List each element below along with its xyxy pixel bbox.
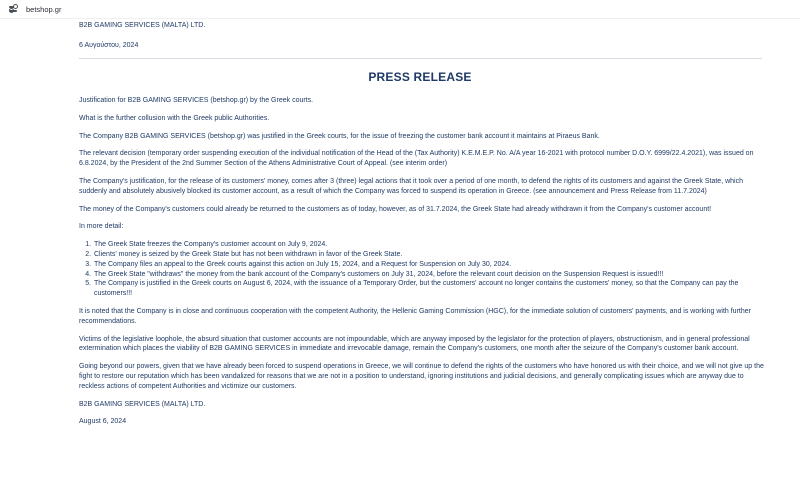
paragraph: The Company's justification, for the release of its customers' money, comes after 3 (three) legal actions that it took over a period of one month, to defend the rights of its customers and against the Greek State, which suddenly and absolutely abusively blocked its customer account, as a result of which the Company was forced to suspend its operation in Greece. (see announcement and Press Release from 11.7.2024) xyxy=(79,177,743,195)
header-divider xyxy=(79,58,762,59)
paragraph: The Company B2B GAMING SERVICES (betshop.gr) was justified in the Greek courts, for the issue of freezing the customer bank account it maintains at Piraeus Bank. xyxy=(79,132,600,140)
url-text[interactable]: betshop.gr xyxy=(26,4,62,14)
paragraph: In more detail: xyxy=(79,223,124,231)
header-date: 6 Αυγούστου, 2024 xyxy=(79,42,139,49)
signature-company: B2B GAMING SERVICES (MALTA) LTD. xyxy=(79,400,206,408)
paragraph: The money of the Company's customers could already be returned to the customers as of today, however, as of 31.7.2024, the Greek State had already withdrawn it from the Company's customer account! xyxy=(79,205,712,213)
press-release-page xyxy=(0,18,800,486)
signature-date: August 6, 2024 xyxy=(79,418,127,426)
list-item: 5. The Company is justified in the Greek courts on August 6, 2024, with the issuance of a Temporary Order, but the customers' account no longer contains the customers' money, so that the Company can pay the customers!!! xyxy=(93,279,765,299)
header-company-name: B2B GAMING SERVICES (MALTA) LTD. xyxy=(79,22,206,29)
list-item: 1. The Greek State freezes the Company's customer account on July 9, 2024. xyxy=(93,240,765,250)
list-item: 4. The Greek State "withdraws" the money from the bank account of the Company's customers on July 31, 2024, before the relevant court decision on the Suspension Request is issued!!! xyxy=(93,270,765,280)
list-item: 3. The Company files an appeal to the Greek courts against this action on July 15, 2024, and a Request for Suspension on July 30, 2024. xyxy=(93,260,765,270)
release-body xyxy=(79,96,765,435)
paragraph: The relevant decision (temporary order suspending execution of the individual notification of the Head of the (Tax Authority) K.E.M.E.P. No. A/A year 16-2021 with protocol number D.O.Y. 6999/22.4.2021), was issued on 6.8.2024, by the President of the 2nd Summer Section of the Athens Administrative Court of Appeal. (see interim order) xyxy=(79,150,754,168)
paragraph: Going beyond our powers, given that we have already been forced to suspend operations in Greece, we will continue to defend the rights of the customers who have honored us with their choice, and we will not give up the fight to restore our reputation which has been vandalized for reasons that we are not in a position to understand, ignoring institutions and judicial decisions, and generally complicating issues which are anyway due to reckless actions of competent Authorities and victimize our customers. xyxy=(79,363,764,390)
detail-list xyxy=(79,240,765,299)
paragraph: Victims of the legislative loophole, the absurd situation that customer accounts are not impoundable, which are anyway imposed by the legislator for the protection of players, obstructionism, and in general professional extermination which places the viability of B2B GAMING SERVICES in immediate and irrevocable damage, remain the Company's customers, one month after the seizure of the Company's customer bank account. xyxy=(79,335,750,353)
list-item: 2. Clients' money is seized by the Greek State but has not been withdrawn in favor of the Greek State. xyxy=(93,250,765,260)
paragraph: Justification for B2B GAMING SERVICES (betshop.gr) by the Greek courts. xyxy=(79,97,314,104)
browser-address-bar[interactable] xyxy=(0,0,800,19)
paragraph: It is noted that the Company is in close and continuous cooperation with the competent Authority, the Hellenic Gaming Commission (HGC), for the immediate solution of customers' payments, and is working with further recommendations. xyxy=(79,307,751,325)
site-settings-icon[interactable] xyxy=(8,4,18,14)
paragraph: What is the further collusion with the Greek public Authorities. xyxy=(79,114,270,122)
page-title: PRESS RELEASE xyxy=(368,70,472,84)
